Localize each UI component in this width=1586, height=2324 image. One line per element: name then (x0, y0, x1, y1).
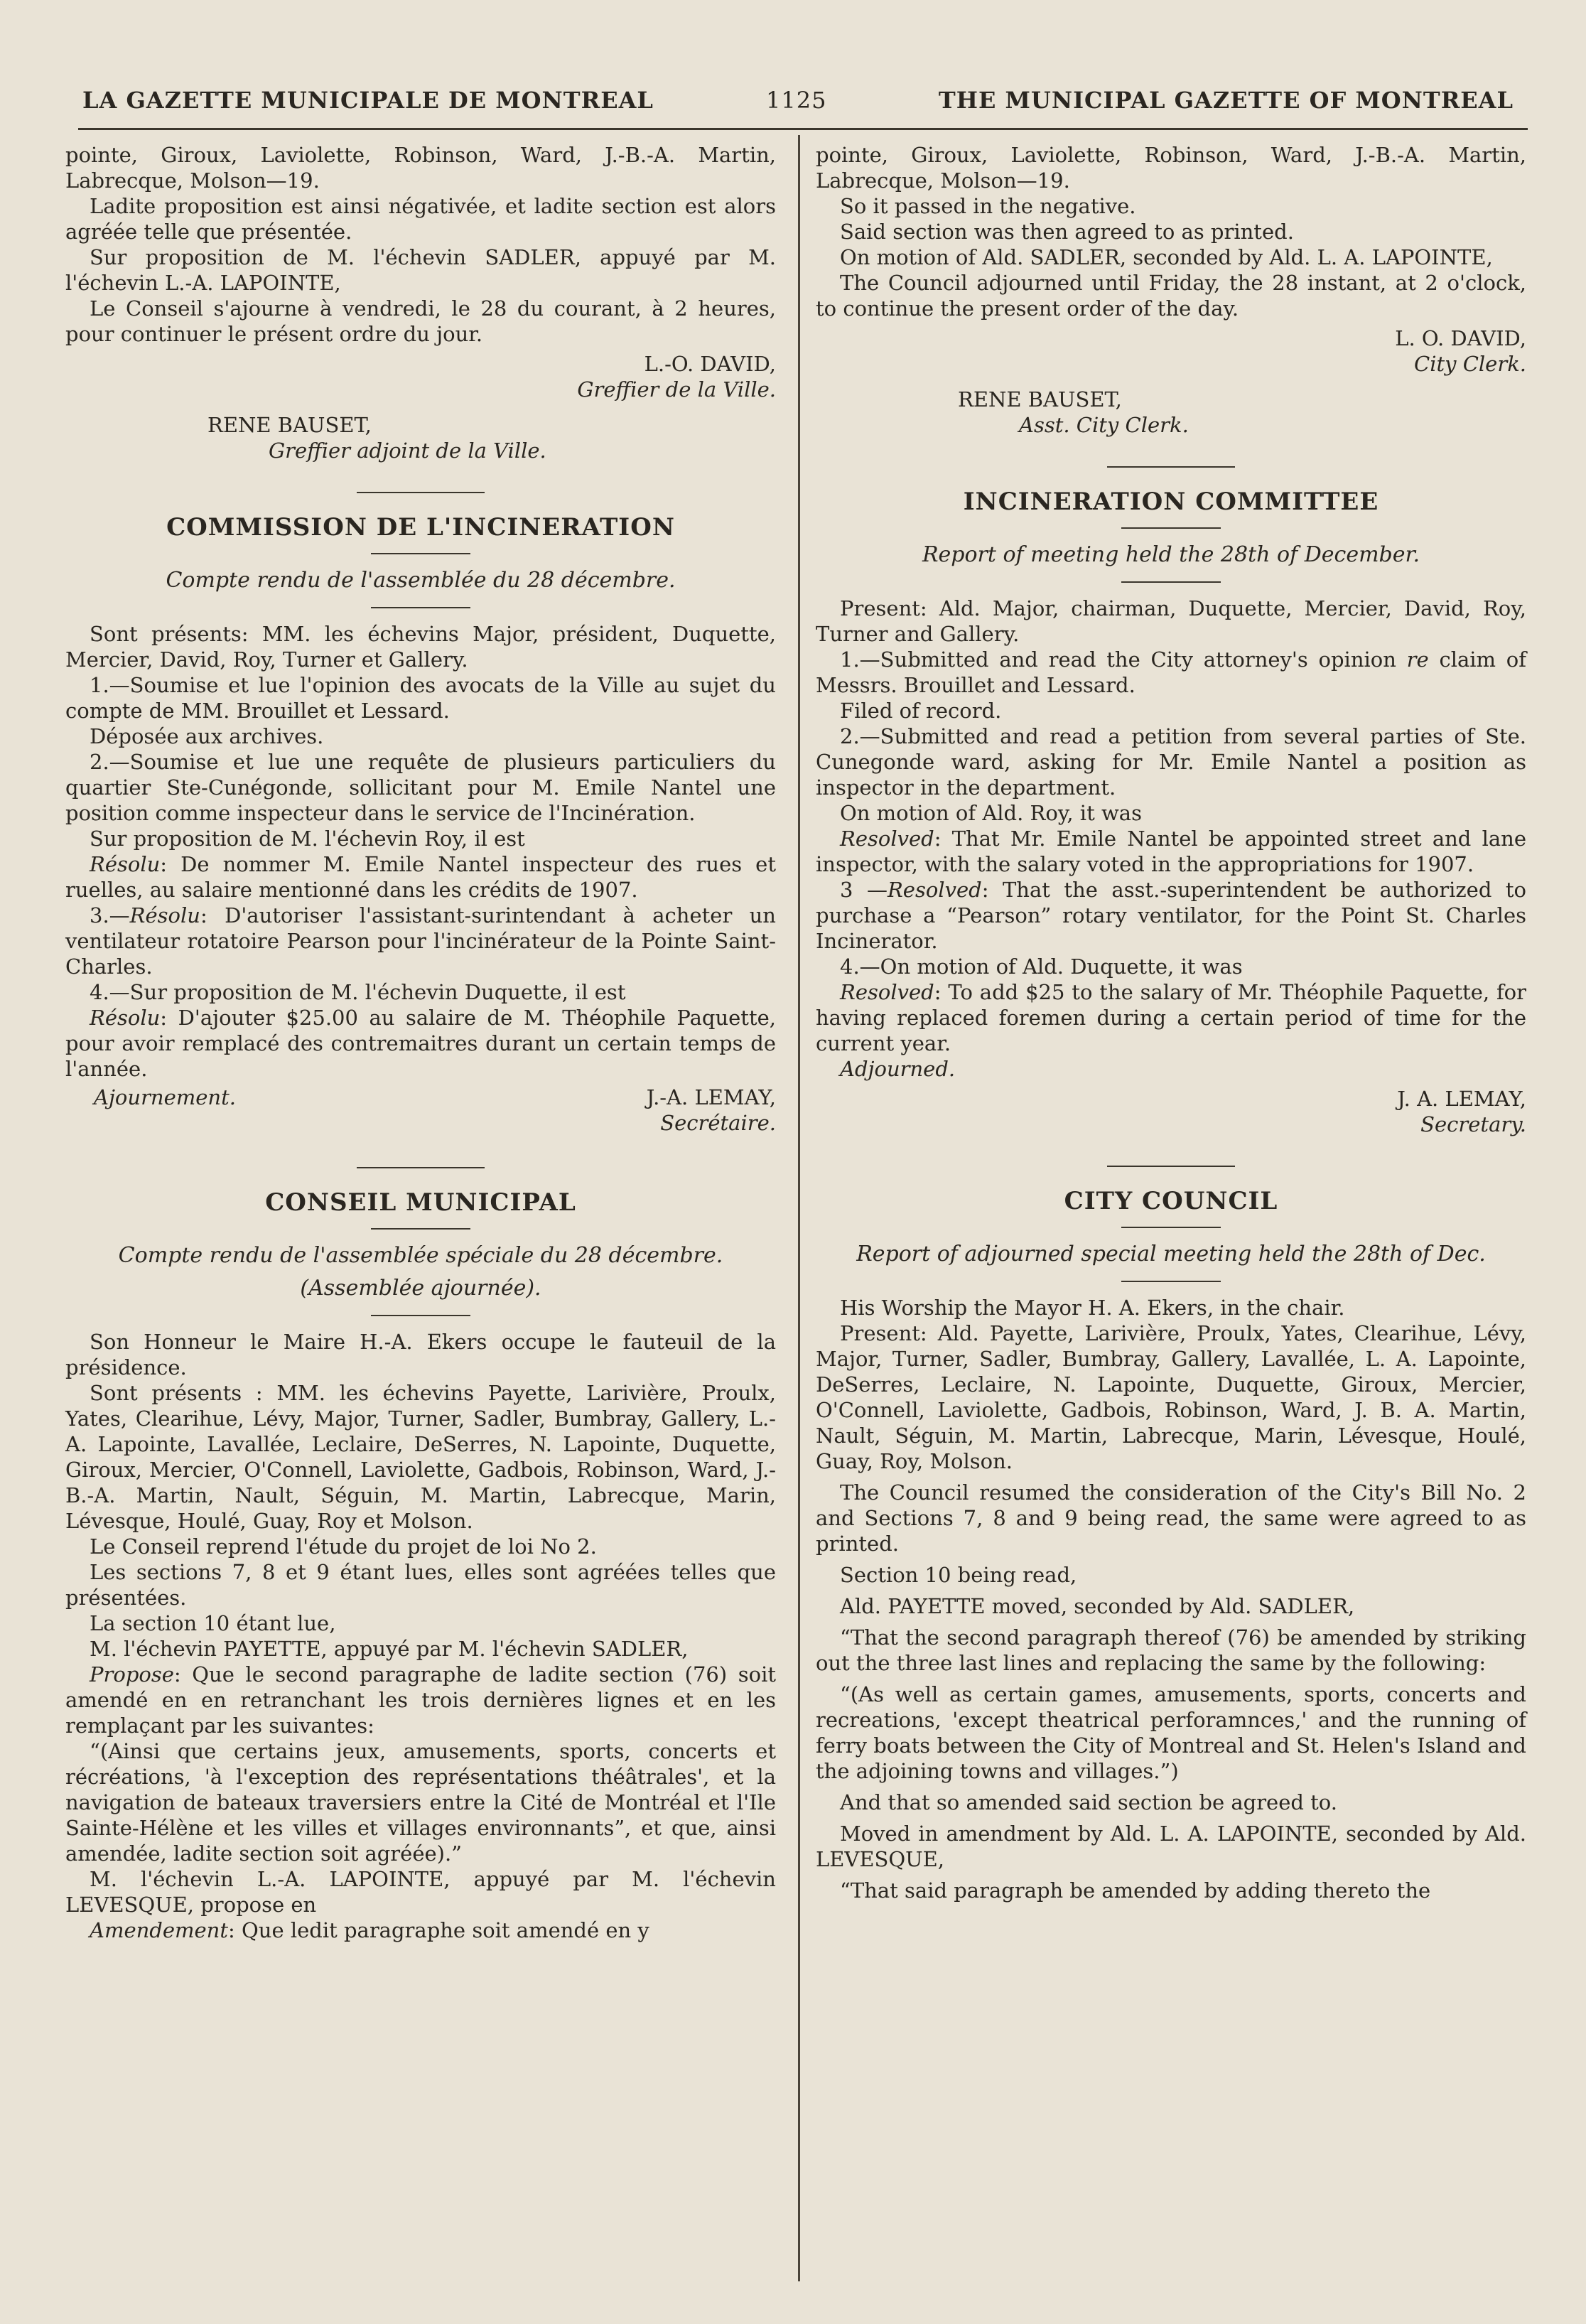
re-label: re (1406, 647, 1429, 672)
paragraph: Filed of record. (840, 699, 1002, 723)
paragraph: So it passed in the negative. (840, 194, 1136, 218)
signature-name: L.-O. DAVID, (644, 352, 776, 376)
title-rule (371, 1228, 470, 1230)
paragraph: Said section was then agreed to as printed. (840, 220, 1294, 244)
paragraph: 2.—Soumise et lue une requête de plusieurs particuliers du quartier Ste-Cunégonde, sollicitant pour M. Emile Nantel une position comme inspecteur dans le service de l'Incinération. (65, 750, 776, 825)
signature-name: RENE BAUSET, (958, 387, 1122, 411)
item-text: 1.—Submitted and read the City attorney's opinion (840, 647, 1407, 672)
section-divider (1107, 466, 1235, 468)
signature-title: Secretary. (1420, 1112, 1526, 1136)
resolution-text: : D'autoriser l'assistant-surintendant à acheter un ventilateur rotatoire Pearson pour l'incinérateur de la Pointe Saint-Charles. (65, 903, 776, 979)
signature-secretary (647, 1085, 776, 1136)
title-rule (1121, 527, 1221, 529)
resolution-text: : To add $25 to the salary of Mr. Théophile Paquette, for having replaced foremen during a certain period of time for the current year. (816, 980, 1526, 1055)
paragraph: Son Honneur le Maire H.-A. Ekers occupe le fauteuil de la présidence. (65, 1330, 776, 1379)
resolution-label: Résolu (129, 903, 200, 927)
paragraph: 1.—Soumise et lue l'opinion des avocats de la Ville au sujet du compte de MM. Brouillet et Lessard. (65, 673, 776, 723)
paragraph: “That said paragraph be amended by adding thereto the (840, 1878, 1431, 1903)
resolution-text: : De nommer M. Emile Nantel inspecteur des rues et ruelles, au salaire mentionné dans les crédits de 1907. (65, 852, 776, 902)
section-divider (357, 1167, 485, 1168)
signature-title: Asst. City Clerk. (1019, 413, 1189, 437)
resolution-label: Résolu (90, 852, 161, 876)
paragraph: Ald. PAYETTE moved, seconded by Ald. SADLER, (840, 1594, 1355, 1618)
page-number: 1125 (766, 87, 827, 114)
paragraph: His Worship the Mayor H. A. Ekers, in the chair. (840, 1296, 1345, 1320)
item-number: 3 — (840, 878, 888, 902)
paragraph: “(As well as certain games, amusements, sports, concerts and recreations, 'except theatrical perforamnces,' and the running of ferry boats between the City of Montreal and St. Helen's Island and the adjoining towns and villages.”) (816, 1682, 1526, 1783)
signature-name: L. O. DAVID, (1395, 326, 1526, 350)
paragraph: On motion of Ald. SADLER, seconded by Ald. L. A. LAPOINTE, (840, 245, 1493, 269)
paragraph: Section 10 being read, (840, 1563, 1077, 1587)
resolution-label: Résolu (90, 1006, 161, 1030)
resolution-label: Resolved (887, 878, 982, 902)
paragraph: M. l'échevin PAYETTE, appuyé par M. l'échevin SADLER, (90, 1637, 689, 1661)
signature-asst-clerk (207, 412, 776, 463)
resolution-text: : That the asst.-superintendent be authorized to purchase a “Pearson” rotary ventilator, for the Point St. Charles Incinerator. (816, 878, 1527, 953)
page-header (78, 71, 1528, 130)
resolution-text: : D'ajouter $25.00 au salaire de M. Théophile Paquette, pour avoir remplacé des contremaitres durant un certain temps de l'année. (65, 1006, 776, 1081)
paragraph: “(Ainsi que certains jeux, amusements, sports, concerts et récréations, 'à l'exception des représentations théâtrales', et la navigation de bateaux traversiers entre la Cité de Montréal et l'Ile Sainte-Hélène et les villes et villages environnants”, et que, ainsi amendée, ladite section soit agréée).” (65, 1739, 776, 1866)
section-title: CITY COUNCIL (1064, 1187, 1278, 1215)
french-column (65, 142, 776, 1943)
resolution-label: Resolved (840, 980, 934, 1004)
section-title: COMMISSION DE L'INCINERATION (166, 513, 675, 542)
signature-clerk (816, 326, 1526, 377)
signature-title: Greffier adjoint de la Ville. (269, 439, 546, 463)
paragraph: Sur proposition de M. l'échevin Roy, il est (90, 827, 525, 851)
signature-title: City Clerk. (1414, 352, 1526, 376)
amendment-text: : Que ledit paragraphe soit amendé en y (228, 1918, 649, 1942)
paragraph: pointe, Giroux, Laviolette, Robinson, Ward, J.-B.-A. Martin, Labrecque, Molson—19. (65, 143, 776, 193)
signature-title: Greffier de la Ville. (577, 377, 776, 402)
paragraph: Sur proposition de M. l'échevin SADLER, appuyé par M. l'échevin L.-A. LAPOINTE, (65, 245, 776, 295)
section-divider (357, 492, 485, 493)
title-rule (1121, 1227, 1221, 1228)
paragraph: The Council resumed the consideration of the City's Bill No. 2 and Sections 7, 8 and 9 being read, the same were agreed to as printed. (816, 1480, 1526, 1556)
paragraph (816, 877, 1526, 954)
item-text: claim of Messrs. Brouillet and Lessard. (816, 647, 1526, 697)
paragraph (65, 903, 776, 979)
section-subtitle: Compte rendu de l'assemblée du 28 décembre. (166, 568, 676, 593)
paragraph: 4.—Sur proposition de M. l'échevin Duquette, il est (90, 980, 626, 1004)
paragraph: The Council adjourned until Friday, the 28 instant, at 2 o'clock, to continue the present order of the day. (816, 271, 1526, 321)
section-subtitle: Report of meeting held the 28th of December. (922, 542, 1420, 567)
signature-asst-clerk (958, 387, 1526, 438)
paragraph: Les sections 7, 8 et 9 étant lues, elles sont agréées telles que présentées. (65, 1560, 776, 1610)
adjourn-row (65, 1082, 776, 1139)
title-rule (371, 1315, 470, 1316)
title-rule (1121, 581, 1221, 583)
paragraph: “That the second paragraph thereof (76) be amended by striking out the three last lines and replacing the same by the following: (816, 1625, 1526, 1675)
paragraph: And that so amended said section be agreed to. (840, 1790, 1337, 1814)
paragraph: Sont présents : MM. les échevins Payette, Larivière, Proulx, Yates, Clearihue, Lévy, Major, Turner, Sadler, Bumbray, Gallery, L.-A. Lapointe, Lavallée, Leclaire, DeSerres, N. Lapointe, Duquette, Giroux, Mercier, O'Connell, Laviolette, Gadbois, Robinson, Ward, J.-B.-A. Martin, Nault, Séguin, M. Martin, Labrecque, Marin, Lévesque, Houlé, Guay, Roy et Molson. (65, 1381, 776, 1533)
title-rule (371, 553, 470, 554)
signature-secretary (816, 1086, 1526, 1137)
section-subtitle: Compte rendu de l'assemblée spéciale du 28 décembre. (118, 1243, 723, 1268)
adjourn-label: Ajournement. (94, 1085, 236, 1109)
column-divider (798, 135, 800, 2281)
paragraph (816, 647, 1526, 698)
signature-clerk (65, 351, 776, 402)
motion-text: : Que le second paragraphe de ladite section (76) soit amendé en en retranchant les trois dernières lignes et en les remplaçant par les suivantes: (65, 1662, 776, 1738)
motion-label: Propose (90, 1662, 174, 1686)
section-subtitle: Report of adjourned special meeting held the 28th of Dec. (856, 1242, 1486, 1266)
paragraph (65, 851, 776, 903)
paragraph: Le Conseil reprend l'étude du projet de loi No 2. (90, 1534, 597, 1559)
paragraph: Déposée aux archives. (90, 724, 324, 748)
resolution-text: : That Mr. Emile Nantel be appointed street and lane inspector, with the salary voted in the appropriations for 1907. (816, 827, 1526, 876)
paragraph: 2.—Submitted and read a petition from several parties of Ste. Cunegonde ward, asking for Mr. Emile Nantel a position as inspector in the department. (816, 724, 1526, 800)
paragraph: Le Conseil s'ajourne à vendredi, le 28 du courant, à 2 heures, pour continuer le présent ordre du jour. (65, 296, 776, 346)
header-title-french: LA GAZETTE MUNICIPALE DE MONTREAL (82, 87, 654, 114)
paragraph: La section 10 étant lue, (90, 1611, 336, 1635)
section-divider (1107, 1166, 1235, 1167)
english-column (816, 142, 1526, 1903)
paragraph (816, 826, 1526, 877)
signature-title: Secrétaire. (660, 1111, 776, 1135)
paragraph (65, 1005, 776, 1082)
paragraph: Present: Ald. Payette, Larivière, Proulx, Yates, Clearihue, Lévy, Major, Turner, Sadler, Bumbray, Gallery, Lavallée, L. A. Lapointe, DeSerres, Leclaire, N. Lapointe, Duquette, Giroux, Mercier, O'Connell, Laviolette, Gadbois, Robinson, Ward, J. B. A. Martin, Nault, Séguin, M. Martin, Labrecque, Marin, Lévesque, Houlé, Guay, Roy, Molson. (816, 1321, 1526, 1473)
item-number: 3.— (90, 903, 130, 927)
paragraph (816, 979, 1526, 1056)
signature-name: RENE BAUSET, (207, 413, 372, 437)
paragraph: M. l'échevin L.-A. LAPOINTE, appuyé par M. l'échevin LEVESQUE, propose en (65, 1867, 776, 1917)
paragraph: On motion of Ald. Roy, it was (840, 801, 1142, 825)
paragraph: 4.—On motion of Ald. Duquette, it was (840, 954, 1243, 979)
signature-name: J. A. LEMAY, (1397, 1087, 1526, 1111)
title-rule (371, 607, 470, 608)
section-title: INCINERATION COMMITTEE (963, 488, 1379, 516)
header-title-english: THE MUNICIPAL GAZETTE OF MONTREAL (938, 87, 1514, 114)
paragraph: Sont présents: MM. les échevins Major, président, Duquette, Mercier, David, Roy, Turner et Gallery. (65, 622, 776, 672)
section-subtitle-2: (Assemblée ajournée). (300, 1276, 541, 1301)
title-rule (1121, 1281, 1221, 1282)
paragraph (816, 1056, 1526, 1082)
paragraph: Moved in amendment by Ald. L. A. LAPOINTE, seconded by Ald. LEVESQUE, (816, 1822, 1526, 1871)
paragraph: pointe, Giroux, Laviolette, Robinson, Ward, J.-B.-A. Martin, Labrecque, Molson—19. (816, 143, 1526, 193)
adjourn-label: Adjourned. (840, 1057, 956, 1081)
resolution-label: Resolved (840, 827, 934, 851)
paragraph: Ladite proposition est ainsi négativée, et ladite section est alors agréée telle que présentée. (65, 194, 776, 244)
paragraph: Present: Ald. Major, chairman, Duquette, Mercier, David, Roy, Turner and Gallery. (816, 596, 1526, 646)
amendment-label: Amendement (90, 1918, 228, 1942)
paragraph (65, 1917, 776, 1943)
paragraph (65, 1662, 776, 1738)
signature-name: J.-A. LEMAY, (646, 1085, 776, 1109)
section-title: CONSEIL MUNICIPAL (265, 1188, 576, 1217)
